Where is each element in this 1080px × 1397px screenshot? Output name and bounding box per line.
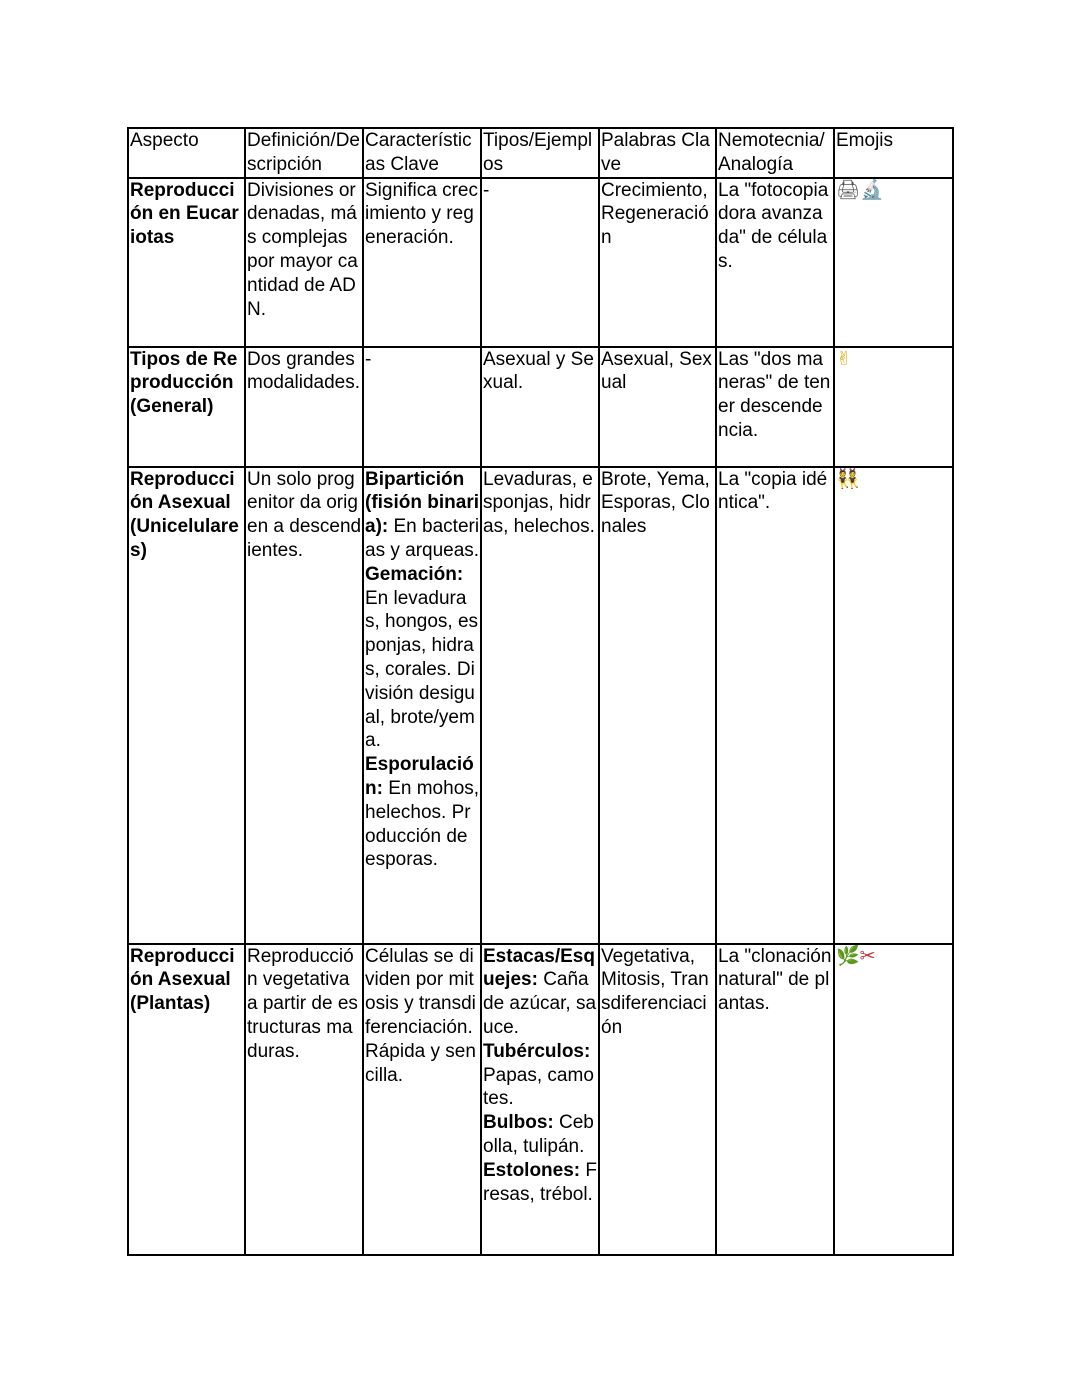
table-row xyxy=(128,467,953,944)
victory-hand-icon: ✌ xyxy=(836,347,852,370)
twins-icon: 👯 xyxy=(836,467,860,490)
table-row xyxy=(128,178,953,347)
cell-entry xyxy=(365,945,480,1088)
entry-text: Cebolla, tulipán. xyxy=(483,1112,594,1157)
cell-tipos xyxy=(481,467,599,944)
header-emojis: Emojis xyxy=(834,128,953,178)
cell-caracteristicas xyxy=(363,347,481,467)
entry-text: Fresas, trébol. xyxy=(483,1159,598,1205)
entry-label: Bipartición (fisión binaria): xyxy=(365,468,479,538)
cell-emojis xyxy=(834,347,953,467)
entry-text: - xyxy=(483,179,490,201)
cell-aspecto: Reproducción Asexual (Plantas) xyxy=(128,944,245,1255)
cell-entry xyxy=(483,945,598,1040)
cell-definicion: Divisiones ordenadas, más complejas por mayor cantidad de ADN. xyxy=(245,178,363,347)
cell-tipos xyxy=(481,944,599,1255)
cell-emojis xyxy=(834,467,953,944)
entry-text: - xyxy=(365,348,372,370)
cell-entry xyxy=(483,468,598,539)
entry-text: Papas, camotes. xyxy=(483,1064,594,1110)
entry-label: Gemación: xyxy=(365,563,464,585)
entry-label: Estacas/Esquejes: xyxy=(483,945,595,991)
cell-entry xyxy=(365,179,480,250)
cell-palabras: Vegetativa, Mitosis, Transdiferenciación xyxy=(599,944,716,1255)
cell-aspecto: Reproducción en Eucariotas xyxy=(128,178,245,347)
cell-nemotecnia: La "clonación natural" de plantas. xyxy=(716,944,834,1255)
cell-definicion: Reproducción vegetativa a partir de estructuras maduras. xyxy=(245,944,363,1255)
cell-caracteristicas xyxy=(363,178,481,347)
cell-entry xyxy=(483,1111,598,1159)
summary-table xyxy=(127,127,954,1256)
entry-text: En levaduras, hongos, esponjas, hidras, corales. División desigual, brote/yema. xyxy=(365,587,479,752)
header-tipos: Tipos/Ejemplos xyxy=(481,128,599,178)
cell-entry xyxy=(365,563,480,753)
entry-label: Estolones: xyxy=(483,1159,581,1181)
entry-text: Levaduras, esponjas, hidras, helechos. xyxy=(483,468,595,538)
cell-entry xyxy=(483,348,598,396)
entry-label: Esporulación: xyxy=(365,754,474,799)
cell-emojis xyxy=(834,944,953,1255)
cell-definicion: Un solo progenitor da origen a descendientes. xyxy=(245,467,363,944)
cell-aspecto: Reproducción Asexual (Unicelulares) xyxy=(128,467,245,944)
cell-palabras: Brote, Yema, Esporas, Clonales xyxy=(599,467,716,944)
header-aspecto: Aspecto xyxy=(128,128,245,178)
cell-definicion: Dos grandes modalidades. xyxy=(245,347,363,467)
cell-nemotecnia: La "fotocopiadora avanzada" de células. xyxy=(716,178,834,347)
header-caracteristicas: Características Clave xyxy=(363,128,481,178)
cell-emojis xyxy=(834,178,953,347)
header-palabras: Palabras Clave xyxy=(599,128,716,178)
entry-text: Células se dividen por mitosis y transdiferenciación. Rápida y sencilla. xyxy=(365,945,476,1086)
entry-text: En mohos, helechos. Producción de esporas. xyxy=(365,777,480,871)
entry-text: Significa crecimiento y regeneración. xyxy=(365,179,478,249)
cell-entry xyxy=(483,179,598,203)
cell-palabras: Crecimiento, Regeneración xyxy=(599,178,716,347)
header-nemotecnia: Nemotecnia/ Analogía xyxy=(716,128,834,178)
printer-icon: 🖨 xyxy=(836,178,861,201)
table-row xyxy=(128,347,953,467)
cell-entry xyxy=(483,1159,598,1207)
cell-nemotecnia: Las "dos maneras" de tener descendencia. xyxy=(716,347,834,467)
cell-aspecto: Tipos de Reproducción (General) xyxy=(128,347,245,467)
cell-caracteristicas xyxy=(363,467,481,944)
cell-entry xyxy=(483,1040,598,1111)
header-definicion: Definición/Descripción xyxy=(245,128,363,178)
entry-text: Caña de azúcar, sauce. xyxy=(483,969,597,1038)
entry-text: Asexual y Sexual. xyxy=(483,348,594,394)
entry-text: En bacterias y arqueas. xyxy=(365,516,480,561)
cell-entry xyxy=(365,753,480,872)
cell-palabras: Asexual, Sexual xyxy=(599,347,716,467)
entry-label: Tubérculos: xyxy=(483,1040,591,1062)
entry-label: Bulbos: xyxy=(483,1112,554,1134)
herb-icon: 🌿 xyxy=(836,944,860,967)
cell-entry xyxy=(365,348,480,372)
cell-tipos xyxy=(481,178,599,347)
cell-tipos xyxy=(481,347,599,467)
microscope-icon: 🔬 xyxy=(860,178,884,201)
cell-entry xyxy=(365,468,480,563)
table-row xyxy=(128,944,953,1255)
cell-nemotecnia: La "copia idéntica". xyxy=(716,467,834,944)
cell-caracteristicas xyxy=(363,944,481,1255)
scissors-icon: ✂ xyxy=(859,944,876,967)
header-row xyxy=(128,128,953,178)
